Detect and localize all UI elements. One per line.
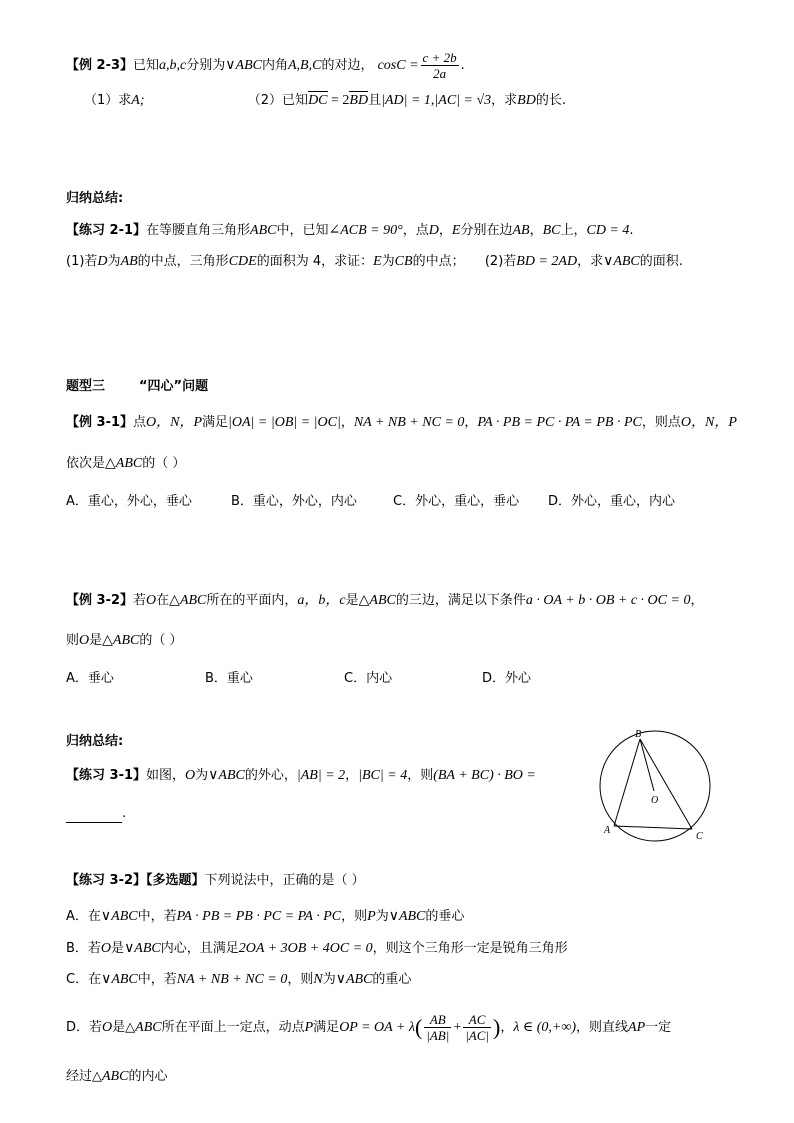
text: 的外心，	[244, 768, 297, 783]
option-c: C．外心，重心，垂心	[393, 494, 520, 509]
side-bc	[640, 739, 692, 829]
text: ，则	[341, 909, 368, 924]
math: ABC	[135, 1020, 162, 1035]
pr21-line2	[66, 253, 683, 271]
text: 经过△	[66, 1069, 102, 1084]
pr32-line1	[66, 872, 365, 890]
math: |AD| = 1,|AC| = √3	[381, 93, 492, 108]
circumcircle	[600, 731, 710, 841]
text: 内心，且满足	[160, 941, 239, 956]
text: 是	[345, 593, 359, 608]
math: AP	[628, 1020, 646, 1035]
text: ，则	[407, 768, 434, 783]
math: = 2	[327, 93, 350, 108]
fraction-ab	[424, 1012, 451, 1043]
text: 的对边，	[321, 58, 374, 73]
ex32-line2	[66, 632, 183, 650]
math: |BC| = 4	[358, 768, 408, 783]
ex23-line2	[84, 92, 566, 110]
pr31-line1	[66, 767, 536, 785]
frac-den: |AB|	[426, 1028, 450, 1043]
circumcircle-figure	[595, 728, 725, 843]
text: ，	[345, 768, 359, 783]
math: λ ∈ (0,+∞)	[513, 1020, 577, 1035]
vector: DC	[308, 93, 328, 108]
math: CD = 4	[586, 223, 630, 238]
pr32-option-a	[66, 908, 464, 926]
math: ∨ABC	[100, 909, 138, 924]
text: ，求	[491, 93, 518, 108]
math: ∨ABC	[388, 909, 426, 924]
text: 的三边，满足以下条件	[395, 593, 526, 608]
math: ABC	[250, 223, 277, 238]
math: △ABC	[169, 593, 207, 608]
pr31-tag: 【练习 3-1】	[66, 768, 147, 783]
text: .	[629, 223, 634, 238]
frac-num: AC	[463, 1012, 491, 1028]
paren-open: (	[414, 1014, 423, 1040]
text: 分别为	[186, 58, 226, 73]
side-ac	[614, 826, 692, 829]
ex32-options	[66, 670, 531, 688]
math: ABC	[102, 1069, 129, 1084]
text: 一定	[645, 1020, 672, 1035]
math: △ABC	[358, 593, 396, 608]
math: O	[185, 768, 196, 783]
text: 满足	[313, 1020, 340, 1035]
text: D．若	[66, 1020, 103, 1035]
answer-blank	[66, 810, 122, 823]
math: O，N，P	[680, 415, 737, 430]
math: cosC =	[377, 58, 419, 73]
math: AB	[120, 254, 138, 269]
text: ，	[464, 415, 478, 430]
math: BC	[542, 223, 561, 238]
math: D	[428, 223, 439, 238]
ex31-options	[66, 493, 675, 511]
ex31-tag: 【例 3-1】	[66, 415, 134, 430]
text: 所在的平面内，	[206, 593, 298, 608]
ex23-line1	[66, 50, 465, 81]
text: (1)若	[66, 254, 98, 269]
text: 是	[111, 941, 125, 956]
text: ，则这个三角形一定是锐角三角形	[372, 941, 568, 956]
text: ，求	[577, 254, 604, 269]
text: ，则直线	[576, 1020, 629, 1035]
math: BD = 2AD	[516, 254, 578, 269]
section-label: 题型三	[66, 379, 106, 394]
math: 2OA + 3OB + 4OC = 0	[238, 941, 373, 956]
label-c: C	[696, 831, 703, 842]
ex31-line1	[66, 414, 737, 432]
text: 为	[107, 254, 121, 269]
math: P	[367, 909, 376, 924]
math: ∨ABC	[225, 58, 262, 73]
math: P	[304, 1020, 314, 1035]
math: A;	[131, 93, 145, 108]
option-a: A．垂心	[66, 671, 114, 686]
math: (BA + BC) · BO =	[433, 768, 536, 783]
text: 分别在边	[460, 223, 513, 238]
text: 所在平面上一定点，动点	[161, 1020, 305, 1035]
math: ∠ACB = 90°	[328, 223, 403, 238]
math: ∨ABC	[335, 972, 373, 987]
math: △ABC	[105, 456, 143, 471]
section-title: “四心”问题	[139, 379, 209, 394]
frac-num: c + 2b	[422, 50, 457, 65]
ex31-line2	[66, 455, 185, 473]
text: 的长.	[535, 93, 566, 108]
option-a: A．重心，外心，垂心	[66, 494, 192, 509]
text: 的面积为 4，求证：	[256, 254, 374, 269]
text: ，	[690, 593, 704, 608]
math: a · OA + b · OB + c · OC = 0	[525, 593, 691, 608]
math: AB	[512, 223, 530, 238]
math: D	[97, 254, 108, 269]
text: 为	[381, 254, 395, 269]
option-b: B．重心	[205, 671, 253, 686]
math: ∨ABC	[124, 941, 161, 956]
math: OP = OA + λ	[339, 1020, 415, 1035]
math: a，b，c	[297, 593, 346, 608]
math: NA + NB + NC = 0	[353, 415, 465, 430]
pr32-tag: 【练习 3-2】【多选题】	[66, 873, 205, 888]
math: ∨ABC	[101, 972, 138, 987]
text: 若	[133, 593, 147, 608]
math: BD	[517, 93, 536, 108]
summary-1: 归纳总结:	[66, 191, 124, 206]
text: 为	[375, 909, 389, 924]
math: E	[373, 254, 382, 269]
text: 中，已知	[276, 223, 329, 238]
segment-bo	[640, 739, 654, 791]
math: O	[102, 1020, 113, 1035]
text: 的中点；	[412, 254, 465, 269]
math: E	[451, 223, 461, 238]
math: ∨ABC	[208, 768, 245, 783]
text: 中，若	[137, 909, 177, 924]
option-d: D．外心	[482, 671, 532, 686]
math: ∨ABC	[603, 254, 640, 269]
math: O	[100, 941, 112, 956]
pr32-option-d-line2	[66, 1068, 167, 1086]
text: 为	[195, 768, 209, 783]
text: 的内心	[128, 1069, 168, 1084]
text: ，则	[287, 972, 314, 987]
text: 且	[368, 93, 382, 108]
summary-2: 归纳总结:	[66, 734, 124, 749]
pr21-tag: 【练习 2-1】	[66, 223, 147, 238]
text: 的（ ）	[139, 633, 183, 648]
text: 的垂心	[425, 909, 465, 924]
text: 的（ ）	[142, 456, 186, 471]
side-ab	[614, 739, 640, 826]
text: (2)若	[484, 254, 517, 269]
ex32-tag: 【例 3-2】	[66, 593, 134, 608]
text: 内角	[261, 58, 288, 73]
option-b: B．重心，外心，内心	[231, 494, 357, 509]
math: |OA| = |OB| = |OC|	[228, 415, 341, 430]
math: △ABC	[102, 633, 140, 648]
frac-den: 2a	[433, 66, 447, 81]
math: CB	[394, 254, 413, 269]
text: 在	[156, 593, 170, 608]
text: 中，若	[137, 972, 177, 987]
section3-heading	[66, 378, 208, 396]
text: ，	[529, 223, 543, 238]
text: 是	[89, 633, 103, 648]
fraction	[421, 50, 459, 81]
ex23-tag: 【例 2-3】	[66, 58, 134, 73]
text: 的面积.	[639, 254, 683, 269]
math: a,b,c	[159, 58, 187, 73]
pr32-option-d	[66, 1012, 671, 1043]
math: O，N，P	[146, 415, 203, 430]
text: ，	[438, 223, 452, 238]
text: 上，	[560, 223, 587, 238]
vector: BD	[349, 93, 369, 108]
math: O	[146, 593, 157, 608]
text: ，	[340, 415, 354, 430]
math: |AB| = 2	[296, 768, 346, 783]
fraction-ac	[463, 1012, 491, 1043]
option-d: D．外心，重心，内心	[548, 494, 676, 509]
label-o: O	[651, 795, 659, 806]
text: （2）已知	[247, 93, 309, 108]
text: ，	[500, 1020, 514, 1035]
option-c: C．内心	[344, 671, 393, 686]
text: .	[460, 58, 465, 73]
plus-sign: +	[453, 1020, 462, 1035]
label-b: B	[635, 729, 642, 740]
text: 是△	[112, 1020, 136, 1035]
text: B．若	[66, 941, 101, 956]
label-a: A	[604, 825, 611, 836]
text: 在等腰直角三角形	[146, 223, 251, 238]
ex32-line1	[66, 592, 703, 610]
math: NA + NB + NC = 0	[176, 972, 288, 987]
math: O	[79, 633, 90, 648]
paren-close: )	[493, 1014, 501, 1040]
text: 则	[66, 633, 80, 648]
text: ，则点	[641, 415, 681, 430]
text: ，点	[402, 223, 429, 238]
text: .	[122, 806, 127, 821]
frac-num: AB	[424, 1012, 451, 1028]
pr21-line1	[66, 222, 634, 240]
text: C．在	[66, 972, 102, 987]
text: 满足	[202, 415, 229, 430]
pr32-option-b	[66, 940, 568, 958]
text: 依次是	[66, 456, 106, 471]
math: A,B,C	[287, 58, 322, 73]
math: PA · PB = PC · PA = PB · PC	[477, 415, 642, 430]
frac-den: |AC|	[465, 1028, 489, 1043]
math: PA · PB = PB · PC = PA · PC	[176, 909, 342, 924]
text: 为	[322, 972, 336, 987]
math: N	[313, 972, 323, 987]
text: 点	[133, 415, 147, 430]
pr31-line2	[66, 805, 126, 823]
text: 下列说法中，正确的是（ ）	[204, 873, 365, 888]
text: 如图，	[146, 768, 186, 783]
text: 的重心	[372, 972, 412, 987]
math: CDE	[228, 254, 257, 269]
pr32-option-c	[66, 971, 411, 989]
text: A．在	[66, 909, 101, 924]
text: （1）求	[84, 93, 132, 108]
text: 的中点，三角形	[137, 254, 229, 269]
text: 已知	[133, 58, 160, 73]
